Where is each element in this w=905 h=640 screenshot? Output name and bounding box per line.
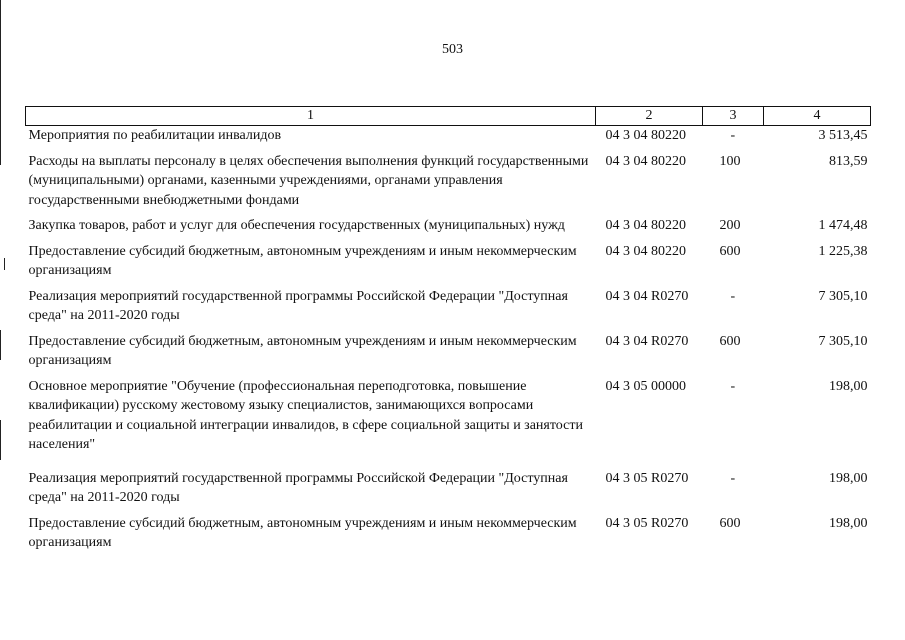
table-row xyxy=(26,242,871,287)
row-type: - xyxy=(730,128,736,143)
row-code: 04 3 04 R0270 xyxy=(605,288,689,304)
row-type: 600 xyxy=(719,515,741,531)
row-type: - xyxy=(730,378,736,394)
row-amount: 198,00 xyxy=(829,470,868,486)
scan-edge-tick xyxy=(0,330,1,360)
row-type: 600 xyxy=(719,243,741,259)
row-name: Предоставление субсидий бюджетным, автономным учреждениям и иным некоммерческим организациям xyxy=(28,515,577,550)
row-amount: 7 305,10 xyxy=(818,288,868,304)
scan-edge-tick xyxy=(4,258,5,270)
row-code: 04 3 04 80220 xyxy=(605,128,686,143)
table-row xyxy=(26,126,871,152)
row-type: 200 xyxy=(719,218,741,233)
table-row xyxy=(26,332,871,377)
scan-edge-tick xyxy=(0,420,1,460)
row-amount: 813,59 xyxy=(829,153,868,169)
row-type: - xyxy=(730,288,736,304)
scan-edge-line xyxy=(0,0,1,165)
table-row xyxy=(26,216,871,242)
row-amount: 1 225,38 xyxy=(818,243,868,259)
row-amount: 3 513,45 xyxy=(818,128,868,143)
row-name: Основное мероприятие "Обучение (профессиональная переподготовка, повышение квалификации) русскому жестовому языку специалистов, занимающихся вопросами реабилитации и социальной интеграции инвалидов, в сфере социальной защиты и занятости населения" xyxy=(28,378,583,452)
row-amount: 198,00 xyxy=(829,378,868,394)
row-name: Реализация мероприятий государственной программы Российской Федерации "Доступная среда" на 2011-2020 годы xyxy=(28,470,568,505)
row-type: 600 xyxy=(719,333,741,349)
row-name: Реализация мероприятий государственной программы Российской Федерации "Доступная среда" на 2011-2020 годы xyxy=(28,288,568,323)
column-header-4: 4 xyxy=(764,107,871,126)
table-row xyxy=(26,377,871,469)
row-amount: 1 474,48 xyxy=(818,218,868,233)
row-amount: 7 305,10 xyxy=(818,333,868,349)
budget-table xyxy=(25,106,871,553)
row-code: 04 3 05 00000 xyxy=(605,378,686,394)
table-row xyxy=(26,514,871,553)
column-header-1: 1 xyxy=(26,107,596,126)
row-name: Мероприятия по реабилитации инвалидов xyxy=(28,128,282,143)
row-name: Закупка товаров, работ и услуг для обеспечения государственных (муниципальных) нужд xyxy=(28,218,565,233)
table-row xyxy=(26,152,871,217)
row-code: 04 3 04 80220 xyxy=(605,218,686,233)
row-code: 04 3 04 R0270 xyxy=(605,333,689,349)
row-code: 04 3 04 80220 xyxy=(605,243,686,259)
row-amount: 198,00 xyxy=(829,515,868,531)
table-row xyxy=(26,469,871,514)
row-code: 04 3 05 R0270 xyxy=(605,470,689,486)
row-code: 04 3 05 R0270 xyxy=(605,515,689,531)
row-name: Предоставление субсидий бюджетным, автономным учреждениям и иным некоммерческим организациям xyxy=(28,333,577,368)
table-header-row xyxy=(26,107,871,126)
row-type: 100 xyxy=(719,153,741,169)
row-type: - xyxy=(730,470,736,486)
column-header-3: 3 xyxy=(703,107,764,126)
row-name: Предоставление субсидий бюджетным, автономным учреждениям и иным некоммерческим организациям xyxy=(28,243,577,278)
page-number: 503 xyxy=(442,42,463,57)
row-name: Расходы на выплаты персоналу в целях обеспечения выполнения функций государственными (муниципальными) органами, казенными учреждениями, органами управления государственными внебюджетными фондами xyxy=(28,153,589,208)
column-header-2: 2 xyxy=(596,107,703,126)
row-code: 04 3 04 80220 xyxy=(605,153,686,169)
table-row xyxy=(26,287,871,332)
